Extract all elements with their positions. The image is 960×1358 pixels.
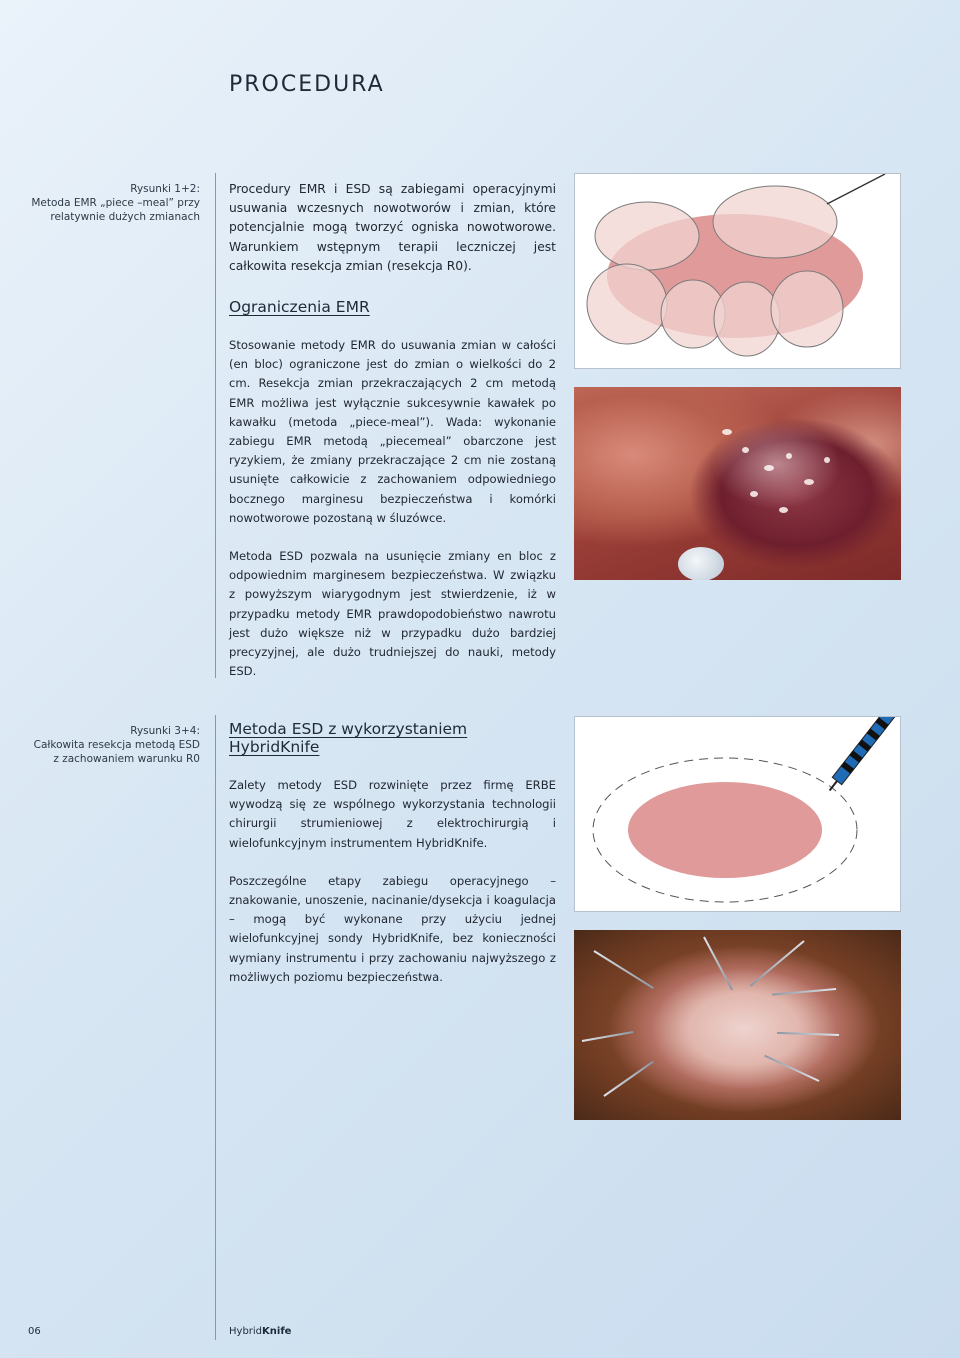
section-heading-emr: Ograniczenia EMR [229, 298, 370, 317]
body-paragraph: Zalety metody ESD rozwinięte przez firmę ERBE wywodzą się ze wspólnego wykorzystania technologii chirurgii strumieniowej z elektrochirurgią i wielofunkcyjnym instrumentem HybridKnife. [229, 778, 556, 850]
intro-paragraph: Procedury EMR i ESD są zabiegami operacyjnymi usuwania wczesnych nowotworów i zmian, które potencjalnie mogą tworzyć ogniska nowotworowe. Warunkiem wstępnym terapii leczniczej jest całkowita resekcja zmian (resekcja R0). [229, 182, 556, 273]
snare-resection-area [771, 271, 843, 347]
highlight [779, 507, 788, 513]
instrument-tip [678, 547, 724, 580]
highlight [786, 453, 792, 459]
caption-text: Metoda EMR „piece –meal” przy [31, 197, 200, 209]
highlight [824, 457, 830, 463]
caption-label: Rysunki 1+2: [130, 183, 200, 195]
marking-pin [582, 1031, 634, 1042]
hybridknife-probe [825, 717, 897, 794]
section-esd [229, 720, 556, 987]
snare-resection-area [595, 202, 699, 270]
highlight [804, 479, 814, 485]
column-divider-bottom [215, 715, 216, 1340]
marking-pin [772, 988, 836, 996]
brand-suffix: Knife [262, 1326, 292, 1337]
lesion-shape [628, 782, 822, 878]
caption-label: Rysunki 3+4: [130, 725, 200, 737]
figure-caption-1-2 [20, 182, 200, 224]
highlight [750, 491, 758, 497]
emr-piecemeal-diagram [574, 173, 901, 369]
column-divider-top [215, 173, 216, 678]
marking-pin [777, 1032, 839, 1036]
marking-pin [603, 1061, 653, 1097]
esd-diagram [574, 716, 901, 912]
endoscopy-photo-polyp [574, 387, 901, 580]
marking-pin [703, 937, 733, 991]
caption-text: Całkowita resekcja metodą ESD [33, 739, 200, 751]
marking-pin [750, 940, 805, 987]
snare-wire [827, 174, 885, 204]
caption-text: relatywnie dużych zmianach [50, 211, 200, 223]
marking-pin [593, 950, 653, 989]
highlight [742, 447, 749, 453]
page-number: 06 [28, 1326, 41, 1337]
highlight [722, 429, 732, 435]
body-paragraph: Stosowanie metody EMR do usuwania zmian w całości (en bloc) ograniczone jest do zmian o wielkości do 2 cm. Resekcja zmian przekraczających 2 cm metodą EMR możliwa jest wyłącznie sukcesywnie kawałek po kawałku (metoda „piece-meal”). Wada: wykonanie zabiegu EMR metodą „piecemeal” obarczone jest ryzykiem, że zmiany przekraczające 2 cm nie zostaną usunięte całkowicie z zachowaniem odpowiedniego bocznego marginesu bezpieczeństwa i komórki nowotworowe pozostaną w śluzówce. [229, 338, 556, 525]
body-paragraph: Poszczególne etapy zabiegu operacyjnego – znakowanie, unoszenie, nacinanie/dysekcja i koagulacja – mogą być wykonane przy użyciu jednej wielofunkcyjnej sondy HybridKnife, bez konieczności wymiany instrumentu i przy zachowaniu najwyższego z możliwych poziomu bezpieczeństwa. [229, 873, 556, 984]
page-title: PROCEDURA [229, 72, 385, 97]
marking-pin [764, 1055, 819, 1082]
body-paragraph: Metoda ESD pozwala na usunięcie zmiany en bloc z odpowiednim marginesem bezpieczeństwa. W związku z powyższym wiarygodnym jest stwierdzenie, iż w przypadku metody EMR prawdopodobieństwo nawrotu jest dużo większe niż w przypadku dużo bardziej precyzyjnej, ale dużo trudniejszej do nauki, metody ESD. [229, 549, 556, 679]
section-emr [229, 180, 556, 681]
section-heading-esd: Metoda ESD z wykorzystaniem HybridKnife [229, 720, 468, 756]
brand-prefix: Hybrid [229, 1326, 263, 1337]
snare-resection-area [587, 264, 667, 344]
snare-resection-area [714, 282, 780, 356]
esd-illustration [575, 717, 901, 912]
piecemeal-illustration [575, 174, 901, 369]
caption-text: z zachowaniem warunku R0 [53, 753, 200, 765]
figure-caption-3-4 [20, 724, 200, 766]
highlight [764, 465, 774, 471]
endoscopy-photo-resection [574, 930, 901, 1120]
snare-resection-area [713, 186, 837, 258]
footer-brand [229, 1326, 291, 1337]
